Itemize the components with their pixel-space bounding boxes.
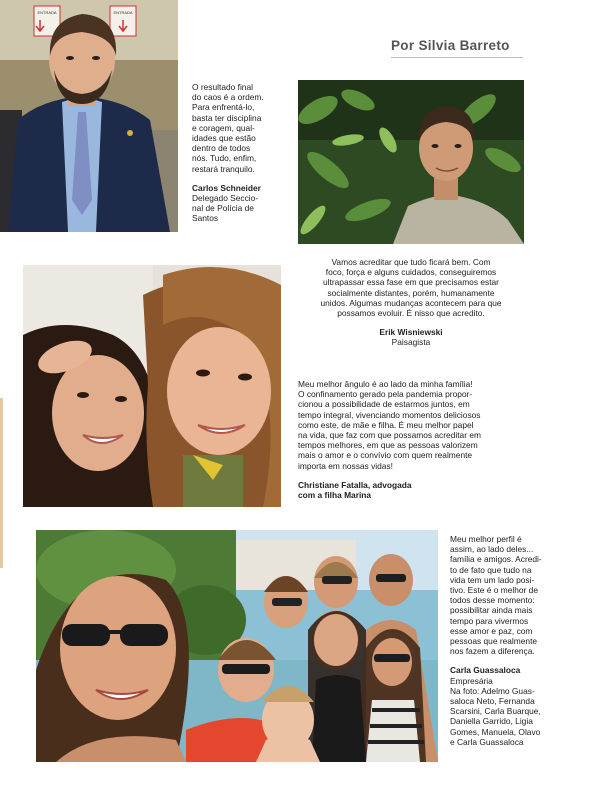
author-title: Santos: [192, 213, 219, 224]
quote-line: possibilitar ainda mais: [450, 605, 533, 616]
quote-line: idades que estão: [192, 133, 256, 144]
quote-line: socialmente distantes, porém, humanamente: [327, 287, 495, 298]
quote-line: foco, força e alguns cuidados, conseguiremos: [325, 267, 497, 278]
quote-line: Vamos acreditar que tudo ficará bem. Com: [331, 257, 491, 267]
author-name: Carlos Schneider: [192, 182, 261, 193]
quote-line: possamos evoluir. É nisso que acredito.: [337, 308, 485, 319]
quote-line: restará tranquilo.: [192, 163, 255, 174]
quote-line: O confinamento gerado pela pandemia propor-: [298, 389, 473, 400]
quote-line: cionou a possibilidade de estarmos juntos, em: [298, 399, 470, 410]
author-name: Carla Guassaloca: [450, 665, 521, 676]
quote-christiane: [298, 379, 528, 500]
page-edge-mark: [0, 398, 3, 568]
byline-rule: [391, 57, 523, 58]
sign-right: ENTRADA: [113, 10, 133, 15]
photo-caption-line: e Carla Guassaloca: [450, 736, 524, 747]
author-name: Erik Wisniewski: [379, 327, 443, 338]
photo-caption-line: saloca Neto, Fernanda: [450, 696, 535, 707]
sign-left: ENTRADA: [37, 10, 57, 15]
quote-line: dentro de todos: [192, 143, 251, 154]
quote-line: importa em nossas vidas!: [298, 460, 393, 471]
photo-carla-guassaloca-group: [36, 530, 438, 762]
quote-line: Meu melhor perfil é: [450, 534, 522, 544]
quote-line: nós. Tudo, enfim,: [192, 153, 257, 164]
quote-line: tempo para vivermos: [450, 615, 529, 626]
quote-line: mais o amor e o convívio com quem realmente: [298, 450, 473, 461]
quote-erik: [302, 257, 520, 348]
photo-carlos-schneider: [0, 0, 178, 232]
photo-caption-line: Gomes, Manuela, Olavo: [450, 726, 541, 737]
quote-line: tivo. Este é o melhor de: [450, 585, 538, 596]
quote-line: esse amor e paz, com: [450, 625, 533, 636]
quote-line: to de fato que tudo na: [450, 564, 532, 575]
quote-line: tempo integral, vivenciando momentos deliciosos: [298, 409, 481, 420]
photo-caption-line: Scarsini, Carla Buarque,: [450, 706, 541, 717]
quote-line: do caos é a ordem.: [192, 92, 264, 103]
quote-line: como este, de mãe e filha. É meu melhor papel: [298, 419, 474, 430]
author-title: nal de Polícia de: [192, 203, 254, 214]
quote-line: todos desse momento:: [450, 595, 535, 606]
quote-line: pessoas que realmente: [450, 636, 538, 647]
photo-erik-wisniewski: [298, 80, 524, 244]
quote-line: nos fazem a diferença.: [450, 646, 535, 657]
quote-line: tempos melhores, em que as pessoas valorizem: [298, 440, 478, 451]
quote-line: ultrapassar essa fase em que precisamos estar: [323, 277, 499, 288]
author-title: Paisagista: [391, 337, 431, 348]
quote-carla: [450, 534, 566, 747]
quote-line: Meu melhor ângulo é ao lado da minha família!: [298, 379, 473, 389]
quote-line: unidos. Algumas mudanças acontecem para que: [320, 297, 502, 308]
quote-line: vida tem um lado posi-: [450, 574, 535, 585]
quote-line: na vida, que faz com que possamos acreditar em: [298, 430, 481, 441]
quote-line: assim, ao lado deles...: [450, 544, 534, 555]
quote-carlos: [192, 82, 288, 224]
quote-line: Para enfrentá-lo,: [192, 102, 255, 113]
photo-caption-line: Daniella Garrido, Ligia: [450, 716, 533, 727]
photo-caption-line: Na foto: Adelmo Guas-: [450, 685, 535, 696]
author-name: com a filha Marina: [298, 490, 372, 501]
quote-line: O resultado final: [192, 82, 253, 92]
photo-christiane-fatalla: [23, 265, 281, 507]
quote-line: e coragem, qual-: [192, 122, 255, 133]
author-title: Empresária: [450, 675, 493, 686]
byline: Por Silvia Barreto: [391, 38, 510, 53]
author-name: Christiane Fatalla, advogada: [298, 479, 412, 490]
quote-line: família e amigos. Acredi-: [450, 554, 542, 565]
author-title: Delegado Seccio-: [192, 193, 259, 204]
quote-line: basta ter disciplina: [192, 112, 262, 123]
